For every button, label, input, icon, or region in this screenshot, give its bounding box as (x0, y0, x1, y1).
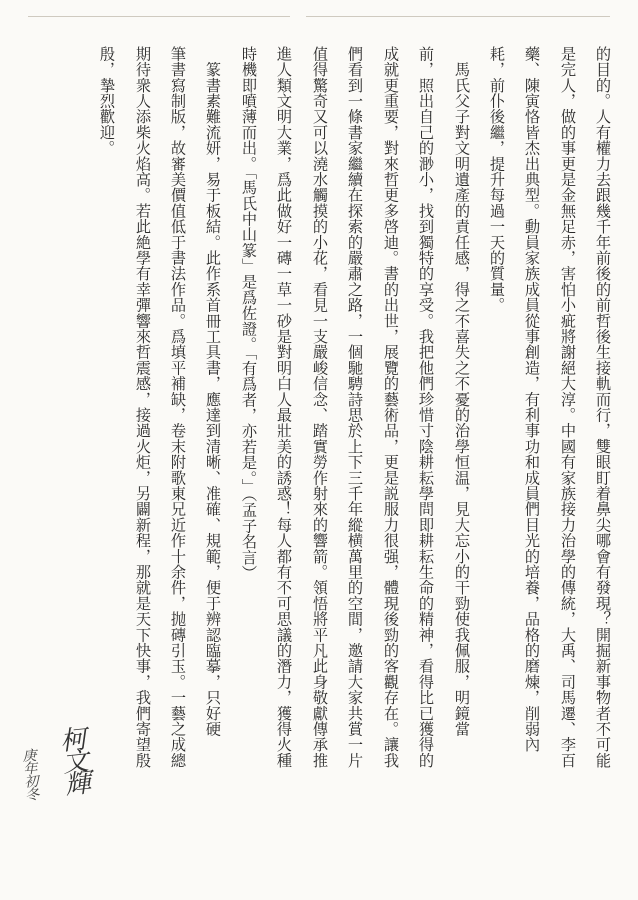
text-column-2: 是完人，做的事更是金無足赤，害怕小疵將謝絕大淳。中國有家族接力治學的傳統，大禹、司馬遷、李百 (559, 46, 577, 769)
text-column-1: 的目的。人有權力去跟幾千年前後的前哲後生接軌而行，雙眼盯着鼻尖哪會有發現？開掘新事物者不可能 (594, 46, 612, 769)
text-column-14: 期待衆人添柴火焰高。若此絶學有幸彈響來哲震感，接過火炬，另闢新程，那就是天下快事，我們寄望殷 (134, 46, 152, 769)
text-column-7: 成就更重要，對來哲更多啓迪。書的出世，展覽的藝術品，更是説服力很强，體現後勁的客觀存在。讓我 (382, 46, 400, 769)
top-rule-left (28, 16, 290, 17)
text-column-12: 篆書素難流妍，易于板結。此作系首冊工具書，應達到清晰、准確、規範，便于辨認臨摹，只好硬 (204, 46, 222, 737)
text-column-6: 前，照出自己的渺小，找到獨特的享受。我把他們珍惜寸陰耕耘學問即耕耘生命的精神，看得比已獲得的 (417, 46, 435, 769)
text-column-4: 耗，前仆後繼，提升每過一天的質量。 (488, 46, 506, 313)
text-column-10: 進人類文明大業，爲此做好一磚一草一砂是對明白人最壯美的誘惑！每人都有不可思議的潛力，獲得火種 (275, 46, 293, 769)
text-column-15: 殷，摯烈歡迎。 (98, 46, 116, 156)
text-column-9: 值得驚奇又可以澆水觸摸的小花，看見一支嚴峻信念、踏實勞作射來的響箭。領悟將平凡此身敬獻傳承推 (311, 46, 329, 769)
text-column-5: 馬氏父子對文明遺產的責任感，得之不喜失之不憂的治學恒温，見大忘小的干勁使我佩服，明鏡當 (453, 46, 471, 737)
text-column-8: 們看到一條書家繼續在探索的嚴肅之路，一個馳騁詩思於上下三千年縱横萬里的空間，邀請大家共賞一片 (346, 46, 364, 769)
text-column-11: 時機即噴薄而出。「馬氏中山篆」是爲佐證。「有爲者，亦若是。」（孟子名言） (240, 46, 258, 581)
text-column-3: 藥、陳寅恪皆杰出典型。動員家族成員從事創造，有利事功和成員們目光的培養，品格的磨煉，削弱內 (523, 46, 541, 753)
signature-date: 庚年初冬 (20, 747, 40, 801)
author-signature: 柯文輝 (54, 724, 92, 794)
text-column-13: 筆書寫制版，故審美價值低于書法作品。爲填平補缺，卷末附歌東兄近作十余件，抛磚引玉。一藝之成總 (169, 46, 187, 769)
top-rule-right (306, 16, 610, 17)
